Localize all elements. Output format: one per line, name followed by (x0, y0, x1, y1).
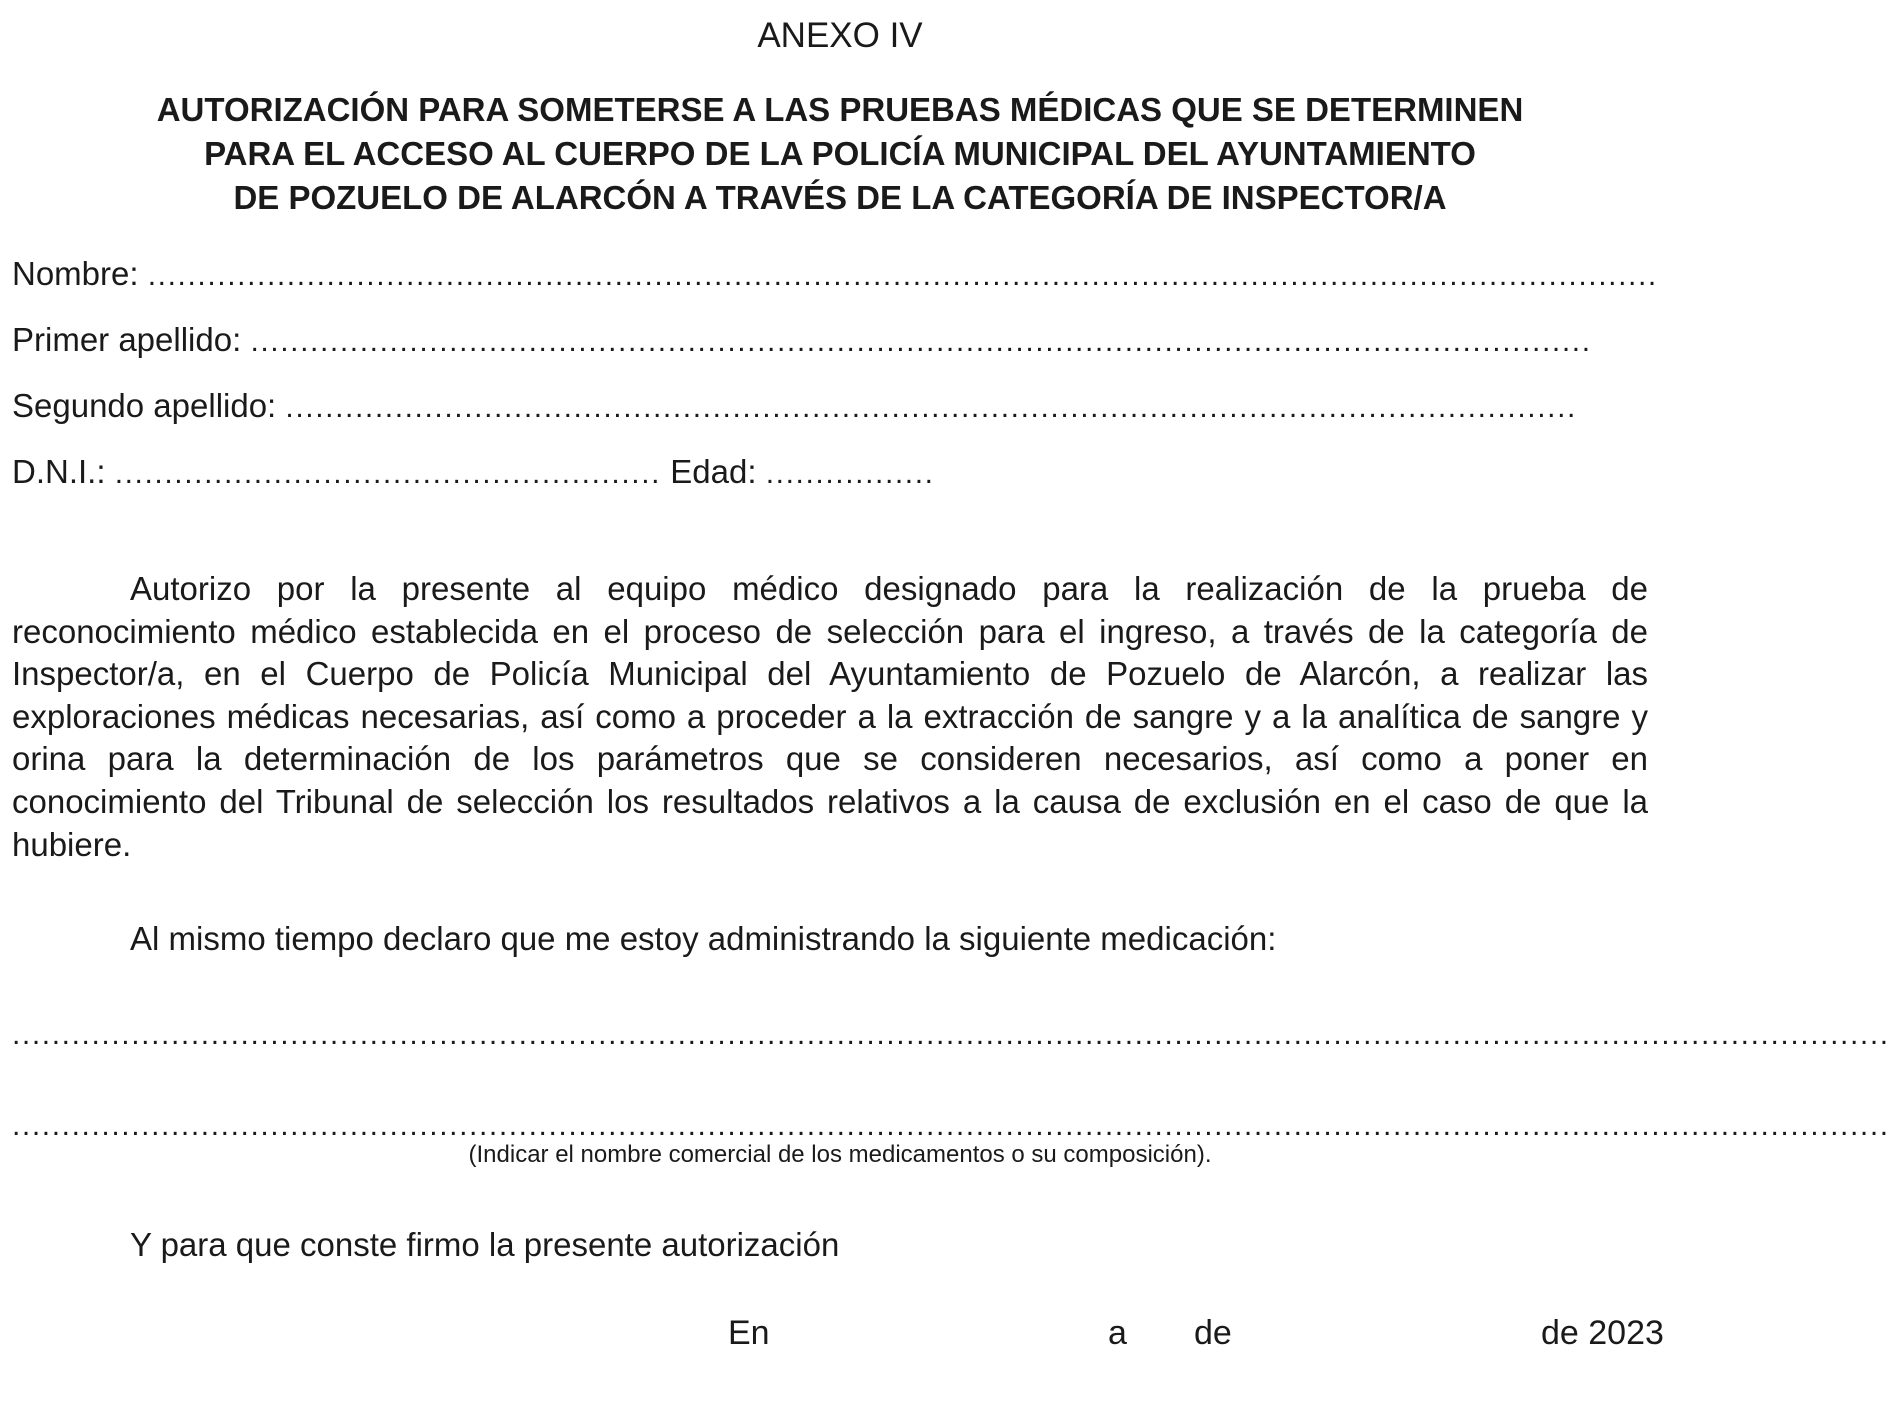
nombre-dotted-line[interactable]: ........................................................................................................................................................ (147, 259, 1658, 292)
title-line-1: AUTORIZACIÓN PARA SOMETERSE A LAS PRUEBAS MÉDICAS QUE SE DETERMINEN (156, 91, 1524, 128)
segundo-apellido-dotted-line[interactable]: .................................................................................................................................. (285, 391, 1577, 424)
primer-apellido-label: Primer apellido: (12, 321, 242, 358)
signature-month-label: de (1194, 1314, 1232, 1352)
medication-line-2[interactable]: ............................................................................................................................................................................................. (12, 1109, 1890, 1142)
dni-label: D.N.I.: (12, 453, 106, 490)
annex-label: ANEXO IV (757, 16, 923, 55)
primer-apellido-dotted-line[interactable]: ....................................................................................................................................... (250, 325, 1592, 358)
signature-statement: Y para que conste firmo la presente autorización (130, 1226, 840, 1263)
dni-edad-row (12, 448, 1650, 496)
document-title (30, 88, 1650, 220)
segundo-apellido-field[interactable] (12, 382, 1650, 430)
dni-dotted-line[interactable]: ....................................................... (114, 457, 662, 490)
signature-year-label: de 2023 (1541, 1314, 1664, 1352)
medication-statement: Al mismo tiempo declaro que me estoy administrando la siguiente medicación: (130, 920, 1277, 957)
edad-dotted-line[interactable]: ................. (765, 457, 935, 490)
nombre-field[interactable] (12, 250, 1658, 298)
signature-day-label: a (1108, 1314, 1127, 1352)
authorization-paragraph: Autorizo por la presente al equipo médico designado para la realización de la prueba de reconocimiento médico establecida en el proceso de selección para el ingreso, a través de la categoría de Inspector/a, en el Cuerpo de Policía Municipal del Ayuntamiento de Pozuelo de Alarcón, a realizar las exploraciones médicas necesarias, así como a proceder a la extracción de sangre y a la analítica de sangre y orina para la determinación de los parámetros que se consideren necesarios, así como a poner en conocimiento del Tribunal de selección los resultados relativos a la causa de exclusión en el caso de que la hubiere. (12, 570, 1648, 863)
primer-apellido-field[interactable] (12, 316, 1650, 364)
medication-note: (Indicar el nombre comercial de los medicamentos o su composición). (468, 1141, 1212, 1168)
edad-label: Edad: (670, 453, 757, 490)
nombre-label: Nombre: (12, 255, 139, 292)
title-line-2: PARA EL ACCESO AL CUERPO DE LA POLICÍA MUNICIPAL DEL AYUNTAMIENTO (204, 135, 1476, 172)
signature-place-label: En (728, 1314, 770, 1352)
segundo-apellido-label: Segundo apellido: (12, 387, 277, 424)
medication-line-1[interactable]: ............................................................................................................................................................................................. (12, 1018, 1890, 1051)
title-line-3: DE POZUELO DE ALARCÓN A TRAVÉS DE LA CATEGORÍA DE INSPECTOR/A (233, 179, 1447, 216)
